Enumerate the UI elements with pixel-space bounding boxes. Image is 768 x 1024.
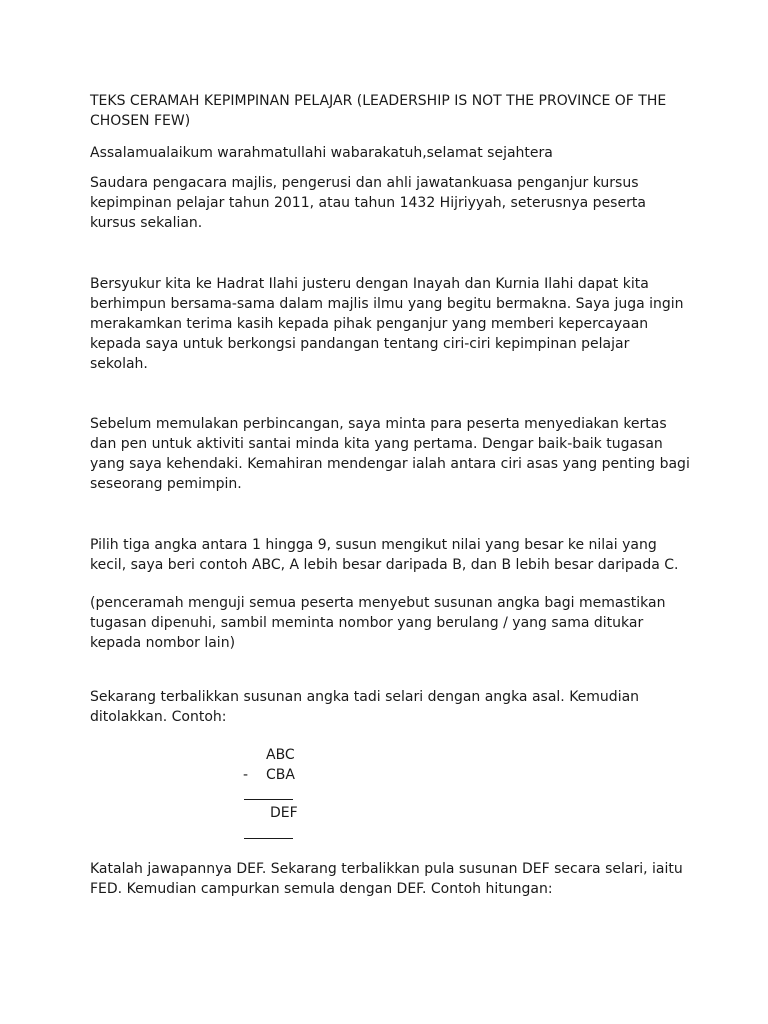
document-title: TEKS CERAMAH KEPIMPINAN PELAJAR (LEADERSHIP IS NOT THE PROVINCE OF THE CHOSEN FEW): [90, 93, 667, 129]
paragraph-gratitude: Bersyukur kita ke Hadrat Ilahi justeru dengan Inayah dan Kurnia Ilahi dapat kita berhimpun bersama-sama dalam majlis ilmu yang begitu bermakna. Saya juga ingin merakamkan terima kasih kepada pihak penganjur yang memberi kepercayaan kepada saya untuk berkongsi pandangan tentang ciri-ciri kepimpinan pelajar sekolah.: [90, 276, 684, 372]
calc-line-cba: CBA: [266, 767, 295, 783]
calc-underline-2: [244, 838, 293, 839]
paragraph-note: (penceramah menguji semua peserta menyebut susunan angka bagi memastikan tugasan dipenuhi, sambil meminta nombor yang berulang / yang sama ditukar kepada nombor lain): [90, 595, 666, 651]
calc-underline-1: [244, 799, 293, 800]
paragraph-opening: Saudara pengacara majlis, pengerusi dan ahli jawatankuasa penganjur kursus kepimpinan pelajar tahun 2011, atau tahun 1432 Hijriyyah, seterusnya peserta kursus sekalian.: [90, 175, 646, 231]
paragraph-activity: Sebelum memulakan perbincangan, saya minta para peserta menyediakan kertas dan pen untuk aktiviti santai minda kita yang pertama. Dengar baik-baik tugasan yang saya kehendaki. Kemahiran mendengar ialah antara ciri asas yang penting bagi seseorang pemimpin.: [90, 416, 690, 492]
greeting: Assalamualaikum warahmatullahi wabarakatuh,selamat sejahtera: [90, 145, 553, 161]
calc-operator: -: [243, 767, 249, 783]
paragraph-def: Katalah jawapannya DEF. Sekarang terbalikkan pula susunan DEF secara selari, iaitu FED. Kemudian campurkan semula dengan DEF. Contoh hitungan:: [90, 861, 683, 897]
calc-result: DEF: [270, 805, 298, 821]
calc-line-abc: ABC: [266, 747, 295, 763]
paragraph-instructions: Pilih tiga angka antara 1 hingga 9, susun mengikut nilai yang besar ke nilai yang kecil, saya beri contoh ABC, A lebih besar daripada B, dan B lebih besar daripada C.: [90, 537, 679, 573]
paragraph-reverse: Sekarang terbalikkan susunan angka tadi selari dengan angka asal. Kemudian ditolakkan. Contoh:: [90, 689, 640, 725]
